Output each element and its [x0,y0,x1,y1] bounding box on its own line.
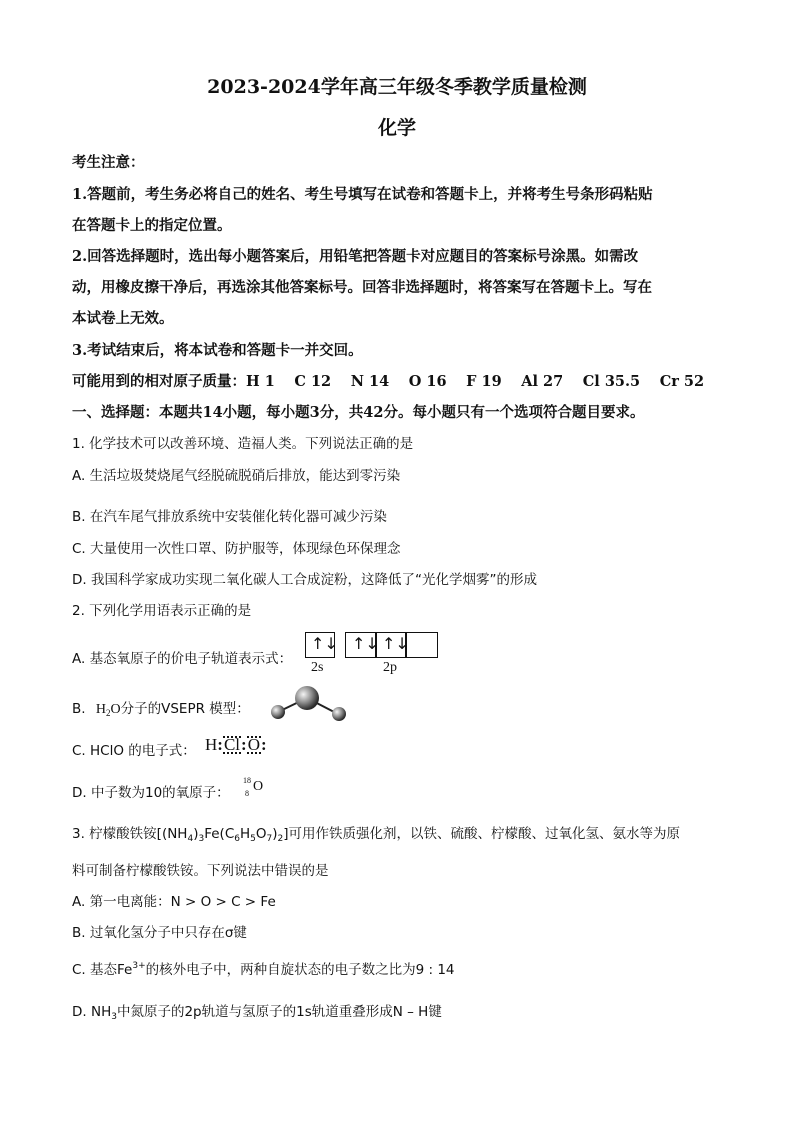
hydrogen-atom-left [271,705,285,719]
notice-item-1-line-2: 在答题卡上的指定位置。 [72,217,232,234]
hydrogen-atom-right [332,707,346,721]
notice-item-2-line-3: 本试卷上无效。 [72,310,174,327]
notice-item-1-line-1: 1.答题前，考生务必将自己的姓名、考生号填写在试卷和答题卡上，并将考生号条形码粘贴 [72,186,653,203]
subject-title: 化学 [377,117,416,139]
q3-option-d: D. $NH_3$中氮原子的2p轨道与氢原子的1s轨道重叠形成N – H键 [72,1004,442,1022]
hclo-electron-formula: H:Cl:O: [205,735,267,754]
oxygen-atom [295,686,319,710]
page-title: 2023-2024学年高三年级冬季教学质量检测 [207,76,587,98]
q3-option-c: C. 基态$Fe^{3+}$的核外电子中，两种自旋状态的电子数之比为9 : 14 [72,961,455,978]
orbital-label-2p: 2p [383,660,397,675]
arrow-up-down-icon: ↑↓ [382,634,409,653]
notice-heading: 考生注意： [72,154,145,171]
q3-option-a: A. 第一电离能：N > O > C > Fe [72,894,276,910]
q3-stem-line-2: 料可制备柠檬酸铁铵。下列说法中错误的是 [72,863,329,879]
q1-option-d: D. 我国科学家成功实现二氧化碳人工合成淀粉，这降低了“光化学烟雾”的形成 [72,572,537,588]
arrow-up-down-icon: ↑↓ [311,634,338,653]
notice-item-2-line-1: 2.回答选择题时，选出每小题答案后，用铅笔把答题卡对应题目的答案标号涂黑。如需改 [72,248,639,265]
q2-option-c: C. HClO 的电子式： [72,743,196,759]
notice-item-3: 3.考试结束后，将本试卷和答题卡一并交回。 [72,342,363,359]
q3-stem-line-1: 3. 柠檬酸铁铵$[(NH_4)_3Fe(C_6H_5O_7)_2]$可用作铁质强化剂，以铁、硫酸、柠檬酸、过氧化氢、氨水等为原 [72,826,681,844]
q2-option-a [72,647,292,667]
section-heading: 一、选择题：本题共14小题，每小题3分，共42分。每小题只有一个选项符合题目要求。 [72,404,645,421]
q2-option-a-text: A. 基态氧原子的价电子轨道表示式： [72,651,293,667]
atomic-masses: 可能用到的相对原子质量：H 1 C 12 N 14 O 16 F 19 Al 27 Cl 35.5 Cr 52 [72,373,705,390]
q1-stem: 1. 化学技术可以改善环境、造福人类。下列说法正确的是 [72,436,414,452]
q1-option-c: C. 大量使用一次性口罩、防护服等，体现绿色环保理念 [72,541,401,557]
orbital-box-2p-3 [405,632,438,658]
q2-option-b: B. $H_2O$分子的VSEPR 模型： [72,701,250,718]
h2o-formula: $H_2O$ [95,702,121,718]
q3-option-b: B. 过氧化氢分子中只存在σ键 [72,925,247,941]
q1-option-a: A. 生活垃圾焚烧尾气经脱硫脱硝后排放，能达到零污染 [72,468,401,484]
q2-option-d: D. 中子数为10的氧原子： [72,785,230,801]
q2-stem: 2. 下列化学用语表示正确的是 [72,603,252,619]
orbital-label-2s: 2s [311,660,324,675]
vsepr-model-diagram [262,684,352,724]
orbital-diagram [305,632,440,680]
arrow-up-down-icon: ↑↓ [352,634,379,653]
notice-item-2-line-2: 动，用橡皮擦干净后，再选涂其他答案标号。回答非选择题时，将答案写在答题卡上。写在 [72,279,652,296]
q1-option-b: B. 在汽车尾气排放系统中安装催化转化器可减少污染 [72,509,387,525]
